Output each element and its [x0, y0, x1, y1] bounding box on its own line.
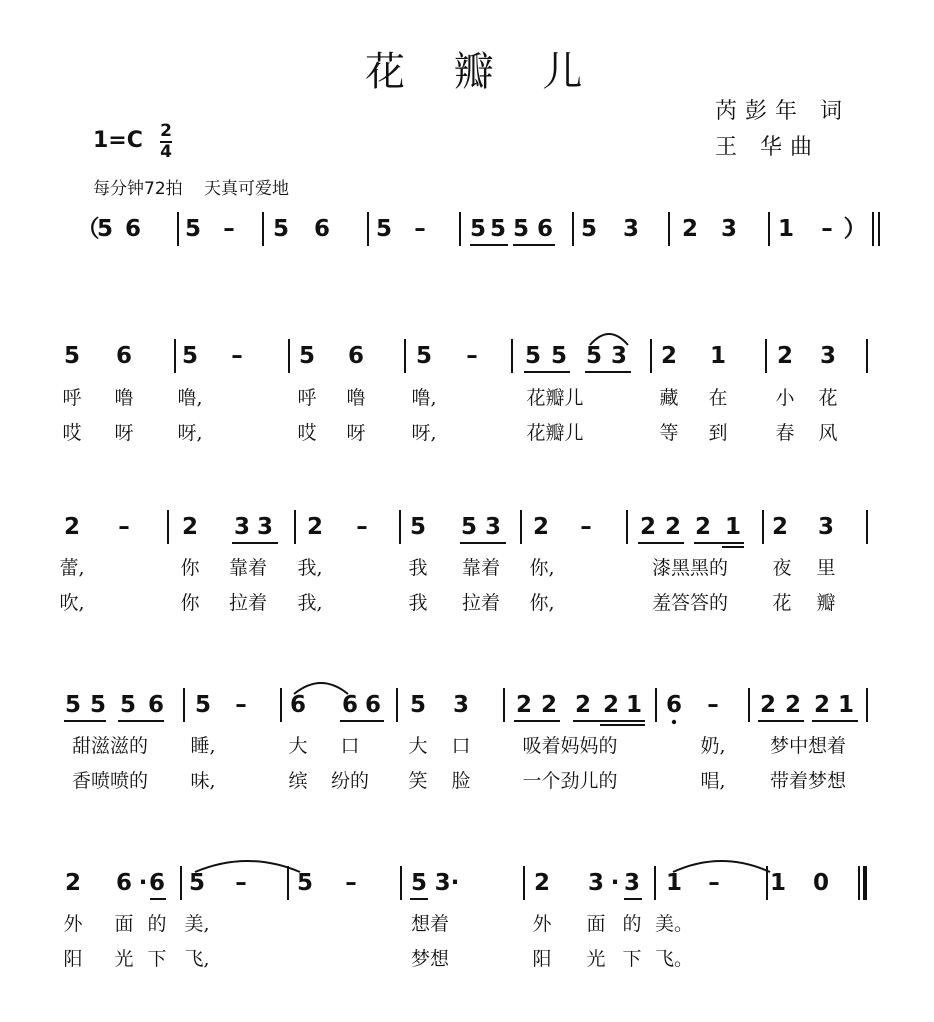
- line3-note: 2: [515, 692, 533, 718]
- line2-verse1-lyric: 蕾,: [59, 557, 85, 579]
- line1-note: 3: [819, 343, 837, 369]
- line1-verse1-lyric: 藏: [659, 387, 679, 409]
- line1-verse1-lyric: 花瓣儿: [526, 387, 584, 409]
- line1-note: 5: [63, 343, 81, 369]
- line3-note: 2: [759, 692, 777, 718]
- line1-verse1-lyric: 噜,: [411, 387, 437, 409]
- lyricist-credit: 芮彭年 词: [715, 99, 850, 124]
- intro-note: –: [821, 216, 833, 242]
- intro-note: –: [414, 216, 426, 242]
- line2-verse2-lyric: 羞答答的: [651, 592, 729, 614]
- line1-verse2-lyric: 风: [818, 422, 838, 444]
- line2-verse1-lyric: 你,: [529, 557, 555, 579]
- line1-verse1-lyric: 噜: [346, 387, 366, 409]
- line2-note: 2: [694, 514, 712, 540]
- line2-note: 3: [233, 514, 251, 540]
- line2-note: 3: [256, 514, 274, 540]
- line4-verse1-lyric: 美,: [184, 913, 210, 935]
- line4-note: 5: [296, 870, 314, 896]
- line2-note: –: [580, 514, 592, 540]
- intro-note: 2: [681, 216, 699, 242]
- tempo-expression: 天真可爱地: [204, 179, 290, 199]
- line3-note: 2: [784, 692, 802, 718]
- line2-note: 2: [532, 514, 550, 540]
- line4-note: 1: [769, 870, 787, 896]
- line2-verse1-lyric: 靠着: [461, 557, 501, 579]
- line1-verse2-lyric: 呀: [114, 422, 134, 444]
- line2-verse1-lyric: 我: [408, 557, 428, 579]
- line4-note: ·: [138, 870, 148, 896]
- line2-note: 1: [724, 514, 742, 540]
- line1-note: 6: [347, 343, 365, 369]
- line4-verse2-lyric: 光: [114, 948, 134, 970]
- line4-verse2-lyric: 梦想: [410, 948, 450, 970]
- line3-note: 5: [89, 692, 107, 718]
- line3-note: –: [235, 692, 247, 718]
- line3-note: 5: [119, 692, 137, 718]
- intro-note: 5: [489, 216, 507, 242]
- tie-slur: [673, 861, 770, 872]
- intro-note: （: [76, 216, 100, 242]
- line3-note: –: [707, 692, 719, 718]
- line1-verse1-lyric: 小: [775, 387, 795, 409]
- line4-verse1-lyric: 外: [532, 913, 552, 935]
- intro-note: 1: [777, 216, 795, 242]
- intro-note: 6: [536, 216, 554, 242]
- line2-note: 2: [306, 514, 324, 540]
- line1-note: 5: [524, 343, 542, 369]
- line1-note: 2: [660, 343, 678, 369]
- line4-verse1-lyric: 面: [114, 913, 134, 935]
- line1-verse1-lyric: 花: [818, 387, 838, 409]
- intro-note: 5: [469, 216, 487, 242]
- line1-note: –: [231, 343, 243, 369]
- line3-verse2-lyric: 带着梦想: [769, 770, 847, 792]
- intro-note: 3: [622, 216, 640, 242]
- line2-note: 2: [664, 514, 682, 540]
- line3-verse2-lyric: 唱,: [700, 770, 726, 792]
- line2-verse1-lyric: 我,: [297, 557, 323, 579]
- line4-note: ·: [610, 870, 620, 896]
- line4-note: –: [345, 870, 357, 896]
- line4-note: 3: [623, 870, 641, 896]
- intro-note: 5: [375, 216, 393, 242]
- line3-note: 6: [289, 692, 307, 718]
- tempo-bpm: 每分钟72拍: [93, 179, 183, 199]
- line3-note: 1: [837, 692, 855, 718]
- composer-credit: 王 华曲: [715, 135, 820, 160]
- tie-slur: [590, 334, 628, 345]
- line3-verse1-lyric: 口: [451, 735, 471, 757]
- intro-note: 5: [272, 216, 290, 242]
- line2-note: –: [118, 514, 130, 540]
- line4-note: 2: [64, 870, 82, 896]
- line2-verse1-lyric: 里: [816, 557, 836, 579]
- line3-note: 6: [147, 692, 165, 718]
- line4-note: 6: [115, 870, 133, 896]
- line2-verse2-lyric: 拉着: [228, 592, 268, 614]
- intro-note: 3: [720, 216, 738, 242]
- line2-verse2-lyric: 我: [408, 592, 428, 614]
- line3-note: 2: [540, 692, 558, 718]
- line1-verse2-lyric: 花瓣儿: [526, 422, 584, 444]
- song-title: 花 瓣 儿: [365, 49, 601, 95]
- line4-verse2-lyric: 下: [622, 948, 642, 970]
- intro-note: 5: [580, 216, 598, 242]
- line3-note: 6: [341, 692, 359, 718]
- line1-verse1-lyric: 呼: [297, 387, 317, 409]
- line1-verse2-lyric: 呀,: [411, 422, 437, 444]
- line3-verse1-lyric: 口: [340, 735, 360, 757]
- line1-verse2-lyric: 呀: [346, 422, 366, 444]
- line3-note: 3: [452, 692, 470, 718]
- tie-slur: [294, 683, 348, 694]
- line1-verse2-lyric: 春: [775, 422, 795, 444]
- line1-verse1-lyric: 呼: [62, 387, 82, 409]
- line4-note: 3·: [434, 870, 460, 896]
- low-octave-dot: [672, 720, 676, 724]
- line4-verse1-lyric: 外: [63, 913, 83, 935]
- line2-note: 2: [181, 514, 199, 540]
- line3-verse1-lyric: 睡,: [190, 735, 216, 757]
- tie-slur: [195, 861, 300, 872]
- line1-note: –: [466, 343, 478, 369]
- line4-note: 6: [148, 870, 166, 896]
- key-signature: 1=C: [93, 128, 143, 153]
- line3-verse1-lyric: 奶,: [700, 735, 726, 757]
- line2-note: 3: [484, 514, 502, 540]
- line2-note: 5: [460, 514, 478, 540]
- line4-verse2-lyric: 光: [586, 948, 606, 970]
- line3-note: 2: [813, 692, 831, 718]
- line1-note: 5: [181, 343, 199, 369]
- line4-note: –: [708, 870, 720, 896]
- line4-note: 5: [410, 870, 428, 896]
- line3-verse2-lyric: 缤: [288, 770, 308, 792]
- line1-note: 5: [585, 343, 603, 369]
- line4-verse1-lyric: 的: [147, 913, 167, 935]
- intro-note: 5: [512, 216, 530, 242]
- line4-note: –: [235, 870, 247, 896]
- line4-note: 2: [533, 870, 551, 896]
- line1-note: 5: [550, 343, 568, 369]
- time-signature-bottom: 4: [160, 142, 172, 162]
- line3-verse2-lyric: 香喷喷的: [71, 770, 149, 792]
- line2-note: 5: [409, 514, 427, 540]
- line2-verse2-lyric: 你,: [529, 592, 555, 614]
- line3-verse2-lyric: 一个劲儿的: [522, 770, 618, 792]
- line4-verse2-lyric: 飞,: [184, 948, 210, 970]
- line2-note: 3: [817, 514, 835, 540]
- intro-note: 5: [184, 216, 202, 242]
- line3-verse1-lyric: 吸着妈妈的: [522, 735, 618, 757]
- line3-verse2-lyric: 纷的: [330, 770, 370, 792]
- line1-note: 3: [610, 343, 628, 369]
- line3-note: 2: [574, 692, 592, 718]
- line2-verse2-lyric: 我,: [297, 592, 323, 614]
- line2-verse1-lyric: 夜: [772, 557, 792, 579]
- line3-verse1-lyric: 甜滋滋的: [71, 735, 149, 757]
- line4-note: 1: [665, 870, 683, 896]
- line3-note: 5: [409, 692, 427, 718]
- line2-note: 2: [63, 514, 81, 540]
- line1-verse2-lyric: 到: [708, 422, 728, 444]
- line1-verse2-lyric: 哎: [297, 422, 317, 444]
- line1-verse1-lyric: 噜,: [177, 387, 203, 409]
- line1-verse1-lyric: 噜: [114, 387, 134, 409]
- intro-note: –: [223, 216, 235, 242]
- line2-note: –: [356, 514, 368, 540]
- line1-note: 1: [709, 343, 727, 369]
- line1-note: 2: [776, 343, 794, 369]
- line2-verse1-lyric: 靠着: [228, 557, 268, 579]
- line1-note: 5: [298, 343, 316, 369]
- intro-note: ）: [843, 216, 867, 242]
- line3-verse2-lyric: 笑: [408, 770, 428, 792]
- time-signature-top: 2: [160, 121, 172, 141]
- line2-verse2-lyric: 吹,: [59, 592, 85, 614]
- line3-verse1-lyric: 大: [288, 735, 308, 757]
- line3-note: 5: [194, 692, 212, 718]
- line4-verse2-lyric: 下: [147, 948, 167, 970]
- line3-note: 5: [64, 692, 82, 718]
- intro-note: 6: [124, 216, 142, 242]
- intro-note: 5: [96, 216, 114, 242]
- line1-verse2-lyric: 呀,: [177, 422, 203, 444]
- line4-verse1-lyric: 美。: [654, 913, 694, 935]
- line4-verse2-lyric: 阳: [63, 948, 83, 970]
- line3-note: 6: [665, 692, 683, 718]
- line4-note: 0: [812, 870, 830, 896]
- line3-note: 6: [364, 692, 382, 718]
- line4-verse2-lyric: 阳: [532, 948, 552, 970]
- line4-note: 5: [188, 870, 206, 896]
- line2-note: 2: [639, 514, 657, 540]
- line2-verse1-lyric: 漆黑黑的: [651, 557, 729, 579]
- line2-verse2-lyric: 瓣: [816, 592, 836, 614]
- line3-verse1-lyric: 大: [408, 735, 428, 757]
- line4-note: 3: [587, 870, 605, 896]
- line2-note: 2: [771, 514, 789, 540]
- line2-verse2-lyric: 拉着: [461, 592, 501, 614]
- line1-note: 6: [115, 343, 133, 369]
- line3-verse1-lyric: 梦中想着: [769, 735, 847, 757]
- line4-verse1-lyric: 面: [586, 913, 606, 935]
- line3-verse2-lyric: 脸: [451, 770, 471, 792]
- line1-verse2-lyric: 哎: [62, 422, 82, 444]
- line4-verse1-lyric: 想着: [410, 913, 450, 935]
- line1-verse1-lyric: 在: [708, 387, 728, 409]
- line3-verse2-lyric: 味,: [190, 770, 216, 792]
- line2-verse2-lyric: 你: [180, 592, 200, 614]
- line3-note: 2: [602, 692, 620, 718]
- line1-note: 5: [415, 343, 433, 369]
- line1-verse2-lyric: 等: [659, 422, 679, 444]
- line2-verse1-lyric: 你: [180, 557, 200, 579]
- line3-note: 1: [625, 692, 643, 718]
- line2-verse2-lyric: 花: [772, 592, 792, 614]
- line4-verse2-lyric: 飞。: [654, 948, 694, 970]
- line4-verse1-lyric: 的: [622, 913, 642, 935]
- intro-note: 6: [313, 216, 331, 242]
